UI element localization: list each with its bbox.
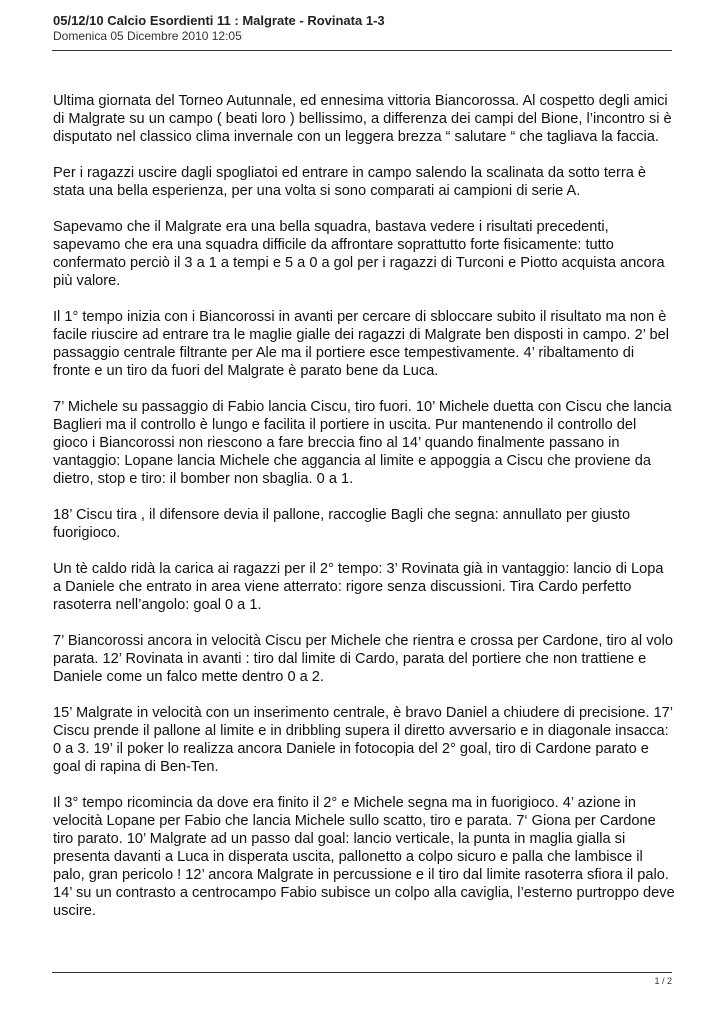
paragraph: Il 3° tempo ricomincia da dove era finito il 2° e Michele segna ma in fuorigioco. 4’ azione in velocità Lopane per Fabio che lancia Michele sullo scatto, tiro e parata. 7‘ Giona per Cardone tiro parato. 10’ Malgrate ad un passo dal goal: lancio verticale, la punta in maglia gialla si presenta davanti a Luca in disperata uscita, pallonetto a colpo sicuro e palla che lambisce il palo, gran pericolo ! 12’ ancora Malgrate in percussione e il tiro dal limite rasoterra sfiora il palo. 14’ su un contrasto a centrocampo Fabio subisce un colpo alla caviglia, l’esterno purtroppo deve uscire. <box>53 795 675 919</box>
paragraph: Il 1° tempo inizia con i Biancorossi in avanti per cercare di sbloccare subito il risultato ma non è facile riuscire ad entrare tra le maglie gialle dei ragazzi di Malgrate ben disposti in campo. 2’ bel passaggio centrale filtrante per Ale ma il portiere esce tempestivamente. 4’ ribaltamento di fronte e un tiro da fuori del Malgrate è parato bene da Luca. <box>53 309 669 379</box>
footer-divider <box>52 972 672 973</box>
paragraph: 7’ Biancorossi ancora in velocità Ciscu per Michele che rientra e crossa per Cardone, tiro al volo parata. 12’ Rovinata in avanti : tiro dal limite di Cardo, parata del portiere che non trattiene e Daniele come un falco mette dentro 0 a 2. <box>53 633 673 685</box>
page-header <box>53 12 672 44</box>
article-body <box>53 92 675 938</box>
paragraph: Ultima giornata del Torneo Autunnale, ed ennesima vittoria Biancorossa. Al cospetto degli amici di Malgrate su un campo ( beati loro ) bellissimo, a differenza dei campi del Bione, l’incontro si è disputato nel classico clima invernale con un leggera brezza “ salutare “ che tagliava la faccia. <box>53 93 672 145</box>
header-divider <box>52 50 672 51</box>
paragraph: Sapevamo che il Malgrate era una bella squadra, bastava vedere i risultati precedenti, sapevamo che era una squadra difficile da affrontare soprattutto forte fisicamente: tutto confermato perciò il 3 a 1 a tempi e 5 a 0 a gol per i ragazzi di Turconi e Piotto acquista ancora più valore. <box>53 219 665 289</box>
paragraph: 15’ Malgrate in velocità con un inserimento centrale, è bravo Daniel a chiudere di precisione. 17’ Ciscu prende il pallone al limite e in dribbling supera il diretto avversario e in diagonale insacca: 0 a 3. 19’ il poker lo realizza ancora Daniele in fotocopia del 2° goal, tiro di Cardone parato e goal di rapina di Ben-Ten. <box>53 705 673 775</box>
article-title: 05/12/10 Calcio Esordienti 11 : Malgrate - Rovinata 1-3 <box>53 13 385 28</box>
paragraph: 18’ Ciscu tira , il difensore devia il pallone, raccoglie Bagli che segna: annullato per giusto fuorigioco. <box>53 507 631 541</box>
paragraph: 7’ Michele su passaggio di Fabio lancia Ciscu, tiro fuori. 10’ Michele duetta con Ciscu che lancia Baglieri ma il controllo è lungo e facilita il portiere in uscita. Pur mantenendo il controllo del gioco i Biancorossi non riescono a fare breccia fino al 14’ quando finalmente passano in vantaggio: Lopane lancia Michele che aggancia al limite e appoggia a Ciscu che proviene da dietro, stop e tiro: il bomber non sbaglia. 0 a 1. <box>53 399 672 487</box>
page-number: 1 / 2 <box>654 976 672 986</box>
paragraph: Per i ragazzi uscire dagli spogliatoi ed entrare in campo salendo la scalinata da sotto terra è stata una bella esperienza, per una volta si sono comparati ai campioni di serie A. <box>53 165 646 199</box>
paragraph: Un tè caldo ridà la carica ai ragazzi per il 2° tempo: 3’ Rovinata già in vantaggio: lancio di Lopa a Daniele che entrato in area viene atterrato: rigore senza discussioni. Tira Cardo perfetto rasoterra nell’angolo: goal 0 a 1. <box>53 561 664 613</box>
article-date: Domenica 05 Dicembre 2010 12:05 <box>53 29 242 43</box>
